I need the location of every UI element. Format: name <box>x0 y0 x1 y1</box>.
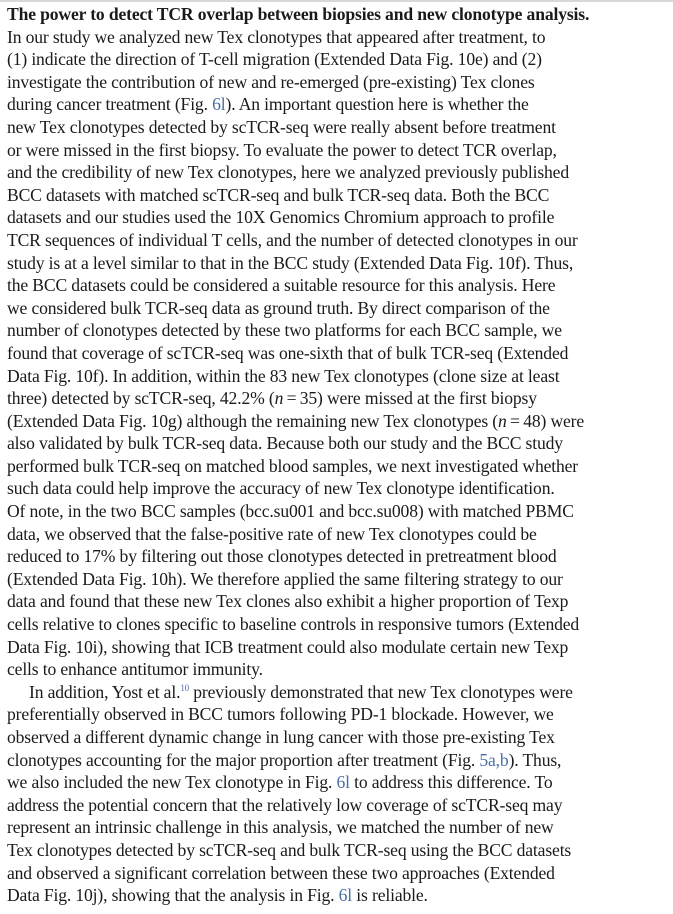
figure-link[interactable]: 6l <box>336 772 350 793</box>
figure-link[interactable]: 6l <box>338 885 353 906</box>
text-run: study is at a level similar to that in the BCC study (Extended Data Fig. 10f). Thus, <box>7 252 574 273</box>
paragraph-line <box>7 658 673 681</box>
text-run: reduced to 17% by filtering out those clonotypes detected in pretreatment blood <box>7 546 557 567</box>
paragraph-line <box>7 545 673 568</box>
text-run: The power to detect TCR overlap between biopsies and new clonotype analysis. <box>7 4 590 24</box>
paragraph-line <box>7 252 673 275</box>
text-run: we also included the new Tex clonotype in Fig. <box>7 772 337 793</box>
paragraph-line <box>7 342 673 365</box>
text-run: Data Fig. 10f). In addition, within the 83 new Tex clonotypes (clone size at least <box>7 365 560 386</box>
paragraph-line <box>7 184 673 207</box>
paragraph-line <box>7 365 673 388</box>
paragraph-line <box>7 681 673 704</box>
paragraph-line <box>7 432 673 455</box>
paragraph-line <box>7 862 673 885</box>
text-run: such data could help improve the accuracy of new Tex clonotype identification. <box>7 478 555 499</box>
paragraph-line <box>7 613 673 636</box>
paragraph-line <box>7 839 673 862</box>
paragraph-line <box>7 636 673 659</box>
text-run: number of clonotypes detected by these two platforms for each BCC sample, we <box>7 320 562 341</box>
paragraph-line <box>7 500 673 523</box>
text-run: BCC datasets with matched scTCR-seq and bulk TCR-seq data. Both the BCC <box>7 184 550 205</box>
paragraph-line <box>7 387 673 410</box>
text-run: = 35) were missed at the first biopsy <box>283 388 537 409</box>
paragraph-line <box>7 139 673 162</box>
paragraph-line <box>7 477 673 500</box>
paragraph-line <box>7 71 673 94</box>
section-heading <box>7 3 673 26</box>
paragraph-line <box>7 161 673 184</box>
text-run: performed bulk TCR-seq on matched blood samples, we next investigated whether <box>7 455 579 476</box>
text-run: In addition, Yost et al. <box>29 681 181 702</box>
text-run: ). An important question here is whether the <box>225 94 529 115</box>
text-run: previously demonstrated that new Tex clonotypes were <box>189 681 573 702</box>
text-run: found that coverage of scTCR-seq was one-sixth that of bulk TCR-seq (Extended <box>7 342 569 363</box>
italic-symbol: n <box>274 388 284 409</box>
text-run: new Tex clonotypes detected by scTCR-seq were really absent before treatment <box>7 116 556 137</box>
text-run: address the potential concern that the relatively low coverage of scTCR-seq may <box>7 794 563 815</box>
text-run: and the credibility of new Tex clonotypes, here we analyzed previously published <box>7 162 569 183</box>
text-run: or were missed in the first biopsy. To evaluate the power to detect TCR overlap, <box>7 139 557 160</box>
text-run: observed a different dynamic change in lung cancer with those pre-existing Tex <box>7 727 555 747</box>
text-run: (1) indicate the direction of T-cell migration (Extended Data Fig. 10e) and (2) <box>7 49 542 70</box>
text-run: datasets and our studies used the 10X Genomics Chromium approach to profile <box>7 207 555 228</box>
text-run: = 48) were <box>506 410 585 431</box>
text-run: Data Fig. 10j), showing that the analysis in Fig. <box>7 885 339 906</box>
paragraph-line <box>7 319 673 342</box>
top-divider <box>0 0 673 2</box>
text-run: also validated by bulk TCR-seq data. Because both our study and the BCC study <box>7 433 563 454</box>
paragraph-line <box>7 297 673 320</box>
reference-link[interactable]: 10 <box>180 682 190 693</box>
text-run: TCR sequences of individual T cells, and the number of detected clonotypes in our <box>7 229 578 250</box>
text-run: investigate the contribution of new and re-emerged (pre-existing) Tex clones <box>7 71 535 92</box>
text-run: represent an intrinsic challenge in this analysis, we matched the number of new <box>7 817 554 838</box>
text-run: preferentially observed in BCC tumors following PD-1 blockade. However, we <box>7 704 554 725</box>
paragraph-line <box>7 26 673 49</box>
text-run: three) detected by scTCR-seq, 42.2% ( <box>7 388 275 409</box>
paragraph-line <box>7 93 673 116</box>
text-run: cells relative to clones specific to baseline controls in responsive tumors (Extended <box>7 614 580 635</box>
text-run: during cancer treatment (Fig. <box>7 94 213 115</box>
paragraph-line <box>7 884 673 907</box>
text-run: to address this difference. To <box>349 772 553 793</box>
paragraph-line <box>7 116 673 139</box>
paragraph-line <box>7 48 673 71</box>
text-run: (Extended Data Fig. 10h). We therefore applied the same filtering strategy to our <box>7 568 563 589</box>
paragraph-line <box>7 749 673 772</box>
paragraph-line <box>7 794 673 817</box>
text-run: we considered bulk TCR-seq data as ground truth. By direct comparison of the <box>7 297 550 318</box>
text-run: ). Thus, <box>508 749 562 770</box>
text-run: In our study we analyzed new Tex clonotypes that appeared after treatment, to <box>7 26 546 47</box>
paragraph-line <box>7 455 673 478</box>
text-run: is reliable. <box>352 885 428 906</box>
text-run: the BCC datasets could be considered a suitable resource for this analysis. Here <box>7 275 556 296</box>
text-run: data and found that these new Tex clones also exhibit a higher proportion of Texp <box>7 591 569 612</box>
paragraph-line <box>7 229 673 252</box>
text-run: data, we observed that the false-positive rate of new Tex clonotypes could be <box>7 523 537 544</box>
text-run: clonotypes accounting for the major proportion after treatment (Fig. <box>7 749 480 770</box>
figure-link[interactable]: 6l <box>212 94 226 115</box>
paragraph-line <box>7 410 673 433</box>
paragraph-line <box>7 816 673 839</box>
paragraph-line <box>7 726 673 749</box>
text-run: Data Fig. 10i), showing that ICB treatment could also modulate certain new Texp <box>7 636 569 657</box>
paragraph-line <box>7 590 673 613</box>
paragraph-line <box>7 523 673 546</box>
document-body <box>7 3 673 907</box>
paragraph-line <box>7 568 673 591</box>
paragraph-line <box>7 274 673 297</box>
paragraph-line <box>7 206 673 229</box>
text-run: and observed a significant correlation between these two approaches (Extended <box>7 862 555 883</box>
text-run: (Extended Data Fig. 10g) although the remaining new Tex clonotypes ( <box>7 410 499 431</box>
text-run: cells to enhance antitumor immunity. <box>7 659 263 680</box>
italic-symbol: n <box>498 410 507 431</box>
text-run: Tex clonotypes detected by scTCR-seq and bulk TCR-seq using the BCC datasets <box>7 839 572 860</box>
paragraph-line <box>7 771 673 794</box>
text-run: Of note, in the two BCC samples (bcc.su001 and bcc.su008) with matched PBMC <box>7 501 574 522</box>
figure-link[interactable]: 5a,b <box>479 749 509 770</box>
paragraph-line <box>7 703 673 726</box>
